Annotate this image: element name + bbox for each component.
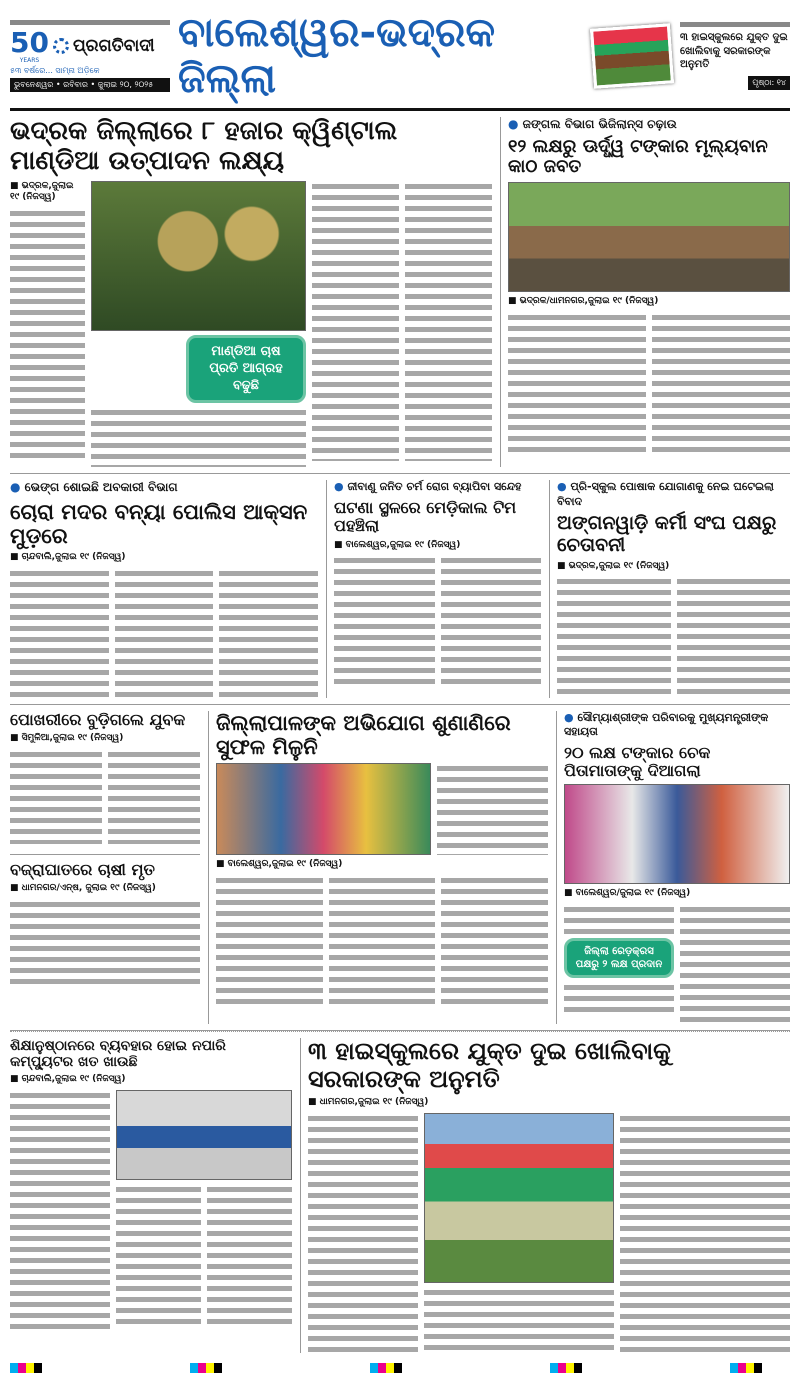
article-grievance: [208, 711, 548, 1024]
years-badge: 50: [10, 25, 49, 59]
color-registration-bar: [10, 1363, 790, 1373]
headline: ପୋଖରୀରେ ବୁଡ଼ିଗଲେ ଯୁବକ: [10, 710, 186, 730]
headline: ଭଦ୍ରକ ଜିଲ୍ଲାରେ ୮ ହଜାର କ୍ୱିଣ୍ଟାଲ ମାଣ୍ଡିଆ ଉତ୍ପାଦନ ଲକ୍ଷ୍ୟ: [10, 116, 398, 176]
headline: ଚୋରା ମଦର ବନ୍ୟା ପୋଲିସ ଆକ୍ସନ ମୁଡ଼ରେ: [10, 500, 308, 549]
article-plus-two: [300, 1038, 790, 1353]
headline: ଘଟଣା ସ୍ଥଳରେ ମେଡ଼ିକାଲ ଟିମ ପହଞ୍ଚିଲା: [334, 497, 517, 536]
teaser-text: ୩ ହାଇସ୍କୁଲରେ ଯୁକ୍ତ ଦୁଇ ଖୋଲିବାକୁ ସରକାରଙ୍କ ଅନୁମତି: [680, 32, 788, 71]
grievance-photo: [216, 763, 431, 855]
headline: ଅଙ୍ଗନୱାଡ଼ି କର୍ମୀ ସଂଘ ପକ୍ଷରୁ ଚେତାବନୀ: [557, 512, 777, 556]
article-timber-seized: [500, 117, 790, 467]
article-millet: [10, 117, 492, 467]
school-gate-photo: [424, 1113, 614, 1283]
cheque-photo: [564, 784, 790, 884]
kicker: ● ସୌମ୍ୟାଶ୍ରୀଙ୍କ ପରିବାରକୁ ମୁଖ୍ୟମନ୍ତ୍ରୀଙ୍କ ସହାୟତା: [564, 711, 790, 740]
brand-tagline: ୫୩ ବର୍ଷରେ... ସାମ୍ନା ଅଡ଼ିକେ: [10, 65, 100, 75]
dateline: ■ ଧାମନଗର,ଜୁଲାଇ ୧୯ (ନିଜସ୍ୱ): [308, 1097, 429, 1108]
dateline: ■ ବାଲେଶ୍ୱର,ଜୁଲାଇ ୧୯ (ନିଜସ୍ୱ): [334, 539, 461, 550]
article-lightning: [10, 854, 200, 989]
headline: ୧୨ ଲକ୍ଷରୁ ଊର୍ଦ୍ଧ୍ୱ ଟଙ୍କାର ମୂଲ୍ୟବାନ କାଠ ଜବତ: [508, 135, 768, 178]
headline: ୩ ହାଇସ୍କୁଲରେ ଯୁକ୍ତ ଦୁଇ ଖୋଲିବାକୁ ସରକାରଙ୍କ ଅନୁମତି: [308, 1037, 671, 1093]
headline: ବଜ୍ରାଘାତରେ ଚାଷୀ ମୃତ: [10, 860, 155, 880]
page-number: ପୃଷ୍ଠା: ୧୪: [748, 76, 790, 90]
callout-box: ଜିଲ୍ଲା ରେଡ଼କ୍ରସ ପକ୍ଷରୁ ୨ ଲକ୍ଷ ପ୍ରଦାନ: [564, 938, 674, 978]
kicker: ● ପ୍ରି-ସ୍କୁଲ ପୋଷାକ ଯୋଗାଣକୁ ନେଇ ଘଟେଇଲା ବିବାଦ: [557, 480, 790, 509]
dateline: ■ ଧାମନଗର/ଏନ୍ଷ, ଜୁଲାଇ ୧୯ (ନିଜସ୍ୱ): [10, 883, 156, 894]
years-label: YEARS: [19, 56, 40, 64]
section-title: ବାଲେଶ୍ୱର-ଭଦ୍ରକ ଜିଲ୍ଲା: [178, 10, 496, 102]
dateline: ■ ଚାନ୍ଦବାଲି,ଜୁଲାଇ ୧୯ (ନିଜସ୍ୱ): [10, 1074, 126, 1085]
teaser-photo: [590, 23, 674, 88]
kicker: ● ଜୀବାଣୁ ଜନିତ ଚର୍ମ ରୋଗ ବ୍ୟାପିବା ସନ୍ଦେହ: [334, 480, 541, 494]
computers-photo: [116, 1090, 292, 1180]
callout-box: ମାଣ୍ଡିଆ ଚାଷ ପ୍ରତି ଆଗ୍ରହ ବଢୁଛି: [186, 335, 306, 404]
dateline: ■ ସିମୁଳିଆ,ଜୁଲାଇ ୧୯ (ନିଜସ୍ୱ): [10, 733, 124, 744]
kicker: ● ଭେଙ୍ଗ ଶୋଇଛି ଅବକାରୀ ବିଭାଗ: [10, 480, 318, 496]
timber-photo: [508, 182, 790, 292]
brand-name: ପ୍ରଗତିବାଦୀ: [72, 36, 155, 57]
article-liquor: [10, 480, 318, 698]
dateline: ■ ବାଲେଶ୍ୱର,ଜୁଲାଇ ୧୯ (ନିଜସ୍ୱ): [216, 859, 343, 870]
dateline: ■ ଭଦ୍ରକ/ଧାମନଗର,ଜୁଲାଇ ୧୯ (ନିଜସ୍ୱ): [508, 295, 659, 306]
article-cheque: [556, 711, 790, 1024]
headline: ଜିଲ୍ଲାପାଳଙ୍କ ଅଭିଯୋଗ ଶୁଣାଣିରେ ସୁଫଳ ମିଳୁନି: [216, 711, 511, 760]
article-computers: [10, 1038, 292, 1353]
masthead: [10, 0, 790, 111]
headline: ଶିକ୍ଷାନୁଷ୍ଠାନରେ ବ୍ୟବହାର ହୋଇ ନପାରି କମ୍ପ୍ୟୁଟର ଖତ ଖାଉଛି: [10, 1038, 226, 1071]
dateline: ■ ବାଲେଶ୍ୱର/ଜୁଲାଇ ୧୯ (ନିଜସ୍ୱ): [564, 888, 691, 899]
article-medical-team: [326, 480, 541, 698]
headline: ୨୦ ଲକ୍ଷ ଟଙ୍କାର ଚେକ ପିତାମାତାଙ୍କୁ ଦିଆଗଲା: [564, 742, 711, 780]
date-line: ଭୁବନେଶ୍ୱର • ରବିବାର • ଜୁଲାଇ ୨୦, ୨୦୨୫: [10, 78, 170, 92]
dateline: ■ ଭଦ୍ରକ,ଜୁଲାଇ ୧୯ (ନିଜସ୍ୱ): [10, 180, 74, 203]
logo-emblem-icon: [53, 38, 69, 54]
kicker: ● ଜଙ୍ଗଲ ବିଭାଗ ଭିଜିଲାନ୍ସ ଚଢ଼ାଉ: [508, 117, 790, 133]
article-anganwadi: [549, 480, 790, 698]
millet-photo: [91, 181, 306, 331]
brand-block: [10, 20, 170, 92]
article-drowning: [10, 711, 200, 844]
dateline: ■ ଭଦ୍ରକ,ଜୁଲାଇ ୧୯ (ନିଜସ୍ୱ): [557, 560, 670, 571]
dateline: ■ ଚାନ୍ଦବାଲି,ଜୁଲାଇ ୧୯ (ନିଜସ୍ୱ): [10, 552, 126, 563]
